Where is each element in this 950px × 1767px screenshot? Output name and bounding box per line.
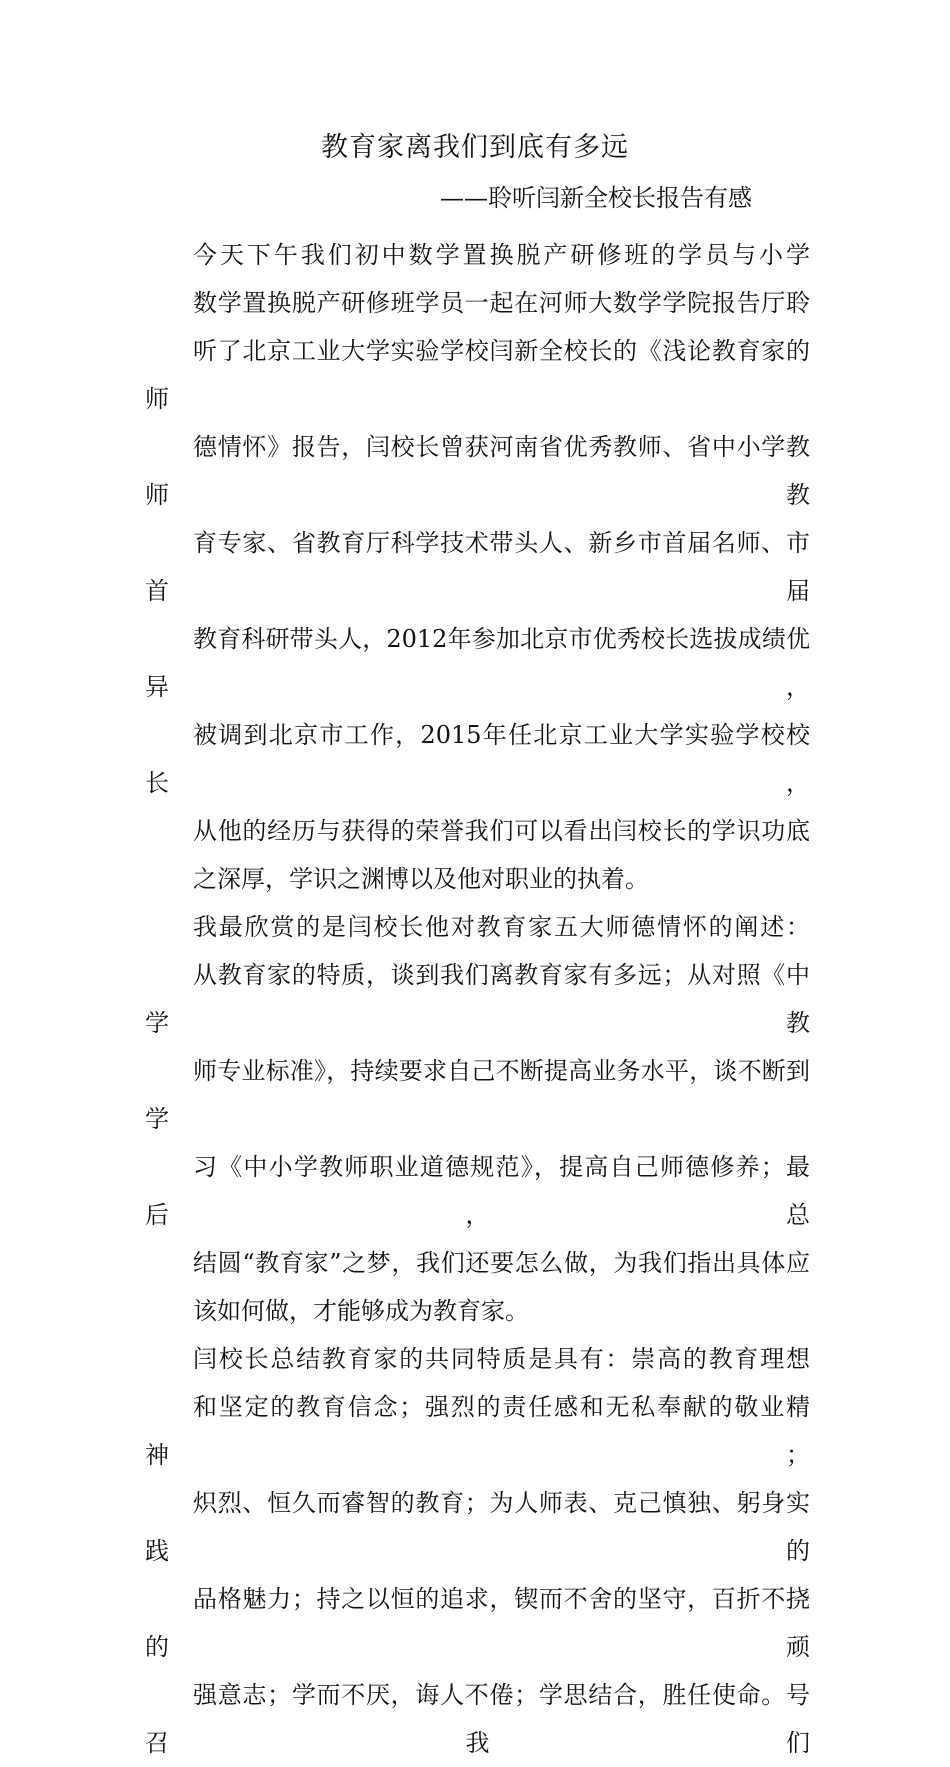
paragraph-line: 师专业标准》，持续要求自己不断提高业务水平，谈不断到学 [145, 1057, 810, 1133]
paragraph-line: 闫校长总结教育家的共同特质是具有：崇高的教育理想 [193, 1345, 810, 1373]
paragraph-2 [145, 903, 810, 1335]
paragraph-line: 该如何做，才能够成为教育家。 [193, 1297, 529, 1325]
paragraph-1 [145, 231, 810, 903]
paragraph-3 [145, 1335, 810, 1767]
paragraph-line: 结圆“教育家”之梦，我们还要怎么做，为我们指出具体应 [193, 1249, 810, 1277]
paragraph-line: 德情怀》报告，闫校长曾获河南省优秀教师、省中小学教师教 [145, 433, 810, 509]
paragraph-line: 强意志；学而不厌，诲人不倦；学思结合，胜任使命。号召我们 [145, 1681, 810, 1757]
paragraph-line: 品格魅力；持之以恒的追求，锲而不舍的坚守，百折不挠的顽 [145, 1585, 810, 1661]
paragraph-line: 教育科研带头人，2012年参加北京市优秀校长选拔成绩优异， [145, 625, 810, 701]
paragraph-line: 数学置换脱产研修班学员一起在河师大数学学院报告厅聆 [193, 289, 810, 317]
paragraph-line: 习《中小学教师职业道德规范》，提高自己师德修养；最后，总 [145, 1153, 810, 1229]
paragraph-line: 我最欣赏的是闫校长他对教育家五大师德情怀的阐述： [193, 913, 810, 941]
paragraph-line: 从他的经历与获得的荣誉我们可以看出闫校长的学识功底 [193, 817, 810, 845]
paragraph-line: 听了北京工业大学实验学校闫新全校长的《浅论教育家的师 [145, 337, 810, 413]
document-subtitle: ——聆听闫新全校长报告有感 [440, 184, 752, 212]
paragraph-line: 炽烈、恒久而睿智的教育；为人师表、克己慎独、躬身实践的 [145, 1489, 810, 1565]
paragraph-line: 和坚定的教育信念；强烈的责任感和无私奉献的敬业精神； [145, 1393, 810, 1469]
paragraph-line: 从教育家的特质，谈到我们离教育家有多远；从对照《中学教 [145, 961, 810, 1037]
paragraph-line: 今天下午我们初中数学置换脱产研修班的学员与小学 [193, 241, 810, 269]
document-title: 教育家离我们到底有多远 [321, 132, 629, 163]
paragraph-line: 之深厚，学识之渊博以及他对职业的执着。 [193, 865, 649, 893]
paragraph-line: 被调到北京市工作，2015年任北京工业大学实验学校校长， [145, 721, 810, 797]
paragraph-line: 育专家、省教育厅科学技术带头人、新乡市首届名师、市首届 [145, 529, 810, 605]
document-body [145, 231, 810, 1767]
